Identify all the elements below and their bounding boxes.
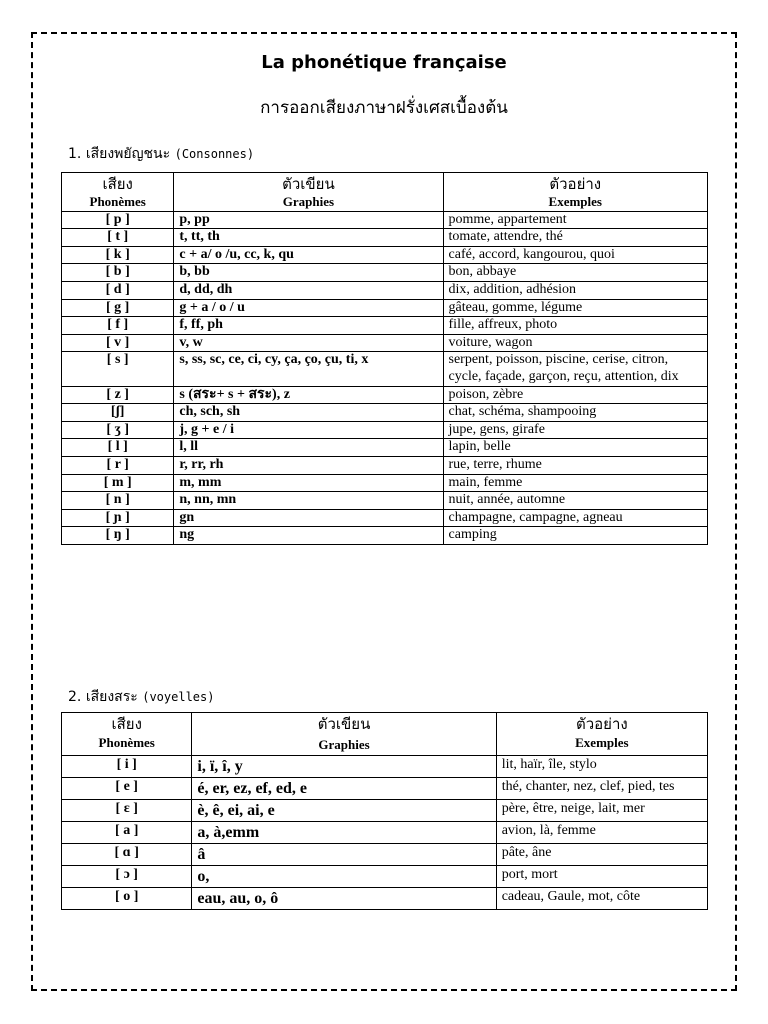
examples-cell: chat, schéma, shampooing bbox=[443, 404, 707, 422]
examples-cell: pâte, âne bbox=[496, 844, 707, 866]
table-row bbox=[62, 404, 708, 422]
phoneme-cell: [ b ] bbox=[62, 264, 174, 282]
phoneme-cell: [ʃ] bbox=[62, 404, 174, 422]
examples-cell: père, être, neige, lait, mer bbox=[496, 800, 707, 822]
table-row bbox=[62, 492, 708, 510]
examples-cell: tomate, attendre, thé bbox=[443, 229, 707, 247]
graphies-cell: eau, au, o, ô bbox=[192, 888, 496, 910]
table-header-row bbox=[62, 173, 708, 212]
header-fr: Graphies bbox=[318, 737, 370, 752]
phoneme-cell: [ s ] bbox=[62, 352, 174, 386]
examples-cell: dix, addition, adhésion bbox=[443, 281, 707, 299]
examples-cell: avion, là, femme bbox=[496, 822, 707, 844]
header-phonemes bbox=[62, 173, 174, 212]
graphies-cell: n, nn, mn bbox=[174, 492, 443, 510]
graphies-cell: v, w bbox=[174, 334, 443, 352]
graphies-cell: b, bb bbox=[174, 264, 443, 282]
examples-cell: fille, affreux, photo bbox=[443, 317, 707, 335]
table-row bbox=[62, 334, 708, 352]
graphies-cell: ch, sch, sh bbox=[174, 404, 443, 422]
consonants-table bbox=[61, 172, 708, 545]
graphies-cell: è, ê, ei, ai, e bbox=[192, 800, 496, 822]
examples-cell: voiture, wagon bbox=[443, 334, 707, 352]
examples-cell: thé, chanter, nez, clef, pied, tes bbox=[496, 778, 707, 800]
examples-cell: cadeau, Gaule, mot, côte bbox=[496, 888, 707, 910]
phoneme-cell: [ g ] bbox=[62, 299, 174, 317]
examples-cell: port, mort bbox=[496, 866, 707, 888]
phoneme-cell: [ v ] bbox=[62, 334, 174, 352]
section-vowels-heading bbox=[68, 686, 214, 708]
examples-cell: bon, abbaye bbox=[443, 264, 707, 282]
graphies-cell: p, pp bbox=[174, 211, 443, 229]
table-row bbox=[62, 352, 708, 386]
header-th: เสียง bbox=[111, 715, 142, 733]
header-exemples bbox=[443, 173, 707, 212]
examples-cell: camping bbox=[443, 527, 707, 545]
phoneme-cell: [ ŋ ] bbox=[62, 527, 174, 545]
graphies-cell: d, dd, dh bbox=[174, 281, 443, 299]
phoneme-cell: [ ɲ ] bbox=[62, 509, 174, 527]
header-th: ตัวเขียน bbox=[317, 715, 371, 733]
phoneme-cell: [ n ] bbox=[62, 492, 174, 510]
table-row bbox=[62, 474, 708, 492]
vowels-table bbox=[61, 712, 708, 910]
phoneme-cell: [ d ] bbox=[62, 281, 174, 299]
phoneme-cell: [ k ] bbox=[62, 246, 174, 264]
header-th: เสียง bbox=[102, 175, 133, 193]
header-fr: Exemples bbox=[575, 735, 629, 750]
examples-cell: lapin, belle bbox=[443, 439, 707, 457]
table-row bbox=[62, 456, 708, 474]
phoneme-cell: [ a ] bbox=[62, 822, 192, 844]
graphies-cell: r, rr, rh bbox=[174, 456, 443, 474]
graphies-cell: ng bbox=[174, 527, 443, 545]
table-row bbox=[62, 866, 708, 888]
header-fr: Graphies bbox=[282, 194, 335, 209]
examples-cell: pomme, appartement bbox=[443, 211, 707, 229]
phoneme-cell: [ r ] bbox=[62, 456, 174, 474]
examples-cell: lit, haïr, île, stylo bbox=[496, 756, 707, 778]
table-row bbox=[62, 317, 708, 335]
graphies-cell: i, ï, î, y bbox=[192, 756, 496, 778]
examples-cell: champagne, campagne, agneau bbox=[443, 509, 707, 527]
graphies-cell: s (สระ+ s + สระ), z bbox=[174, 386, 443, 404]
phoneme-cell: [ e ] bbox=[62, 778, 192, 800]
header-phonemes bbox=[62, 713, 192, 756]
header-th: ตัวอย่าง bbox=[575, 715, 628, 733]
phoneme-cell: [ i ] bbox=[62, 756, 192, 778]
header-th: ตัวเขียน bbox=[282, 175, 335, 193]
phoneme-cell: [ t ] bbox=[62, 229, 174, 247]
phoneme-cell: [ m ] bbox=[62, 474, 174, 492]
examples-cell: rue, terre, rhume bbox=[443, 456, 707, 474]
graphies-cell: g + a / o / u bbox=[174, 299, 443, 317]
graphies-cell: l, ll bbox=[174, 439, 443, 457]
header-graphies bbox=[192, 713, 496, 756]
phoneme-cell: [ f ] bbox=[62, 317, 174, 335]
section-paren: (Consonnes) bbox=[174, 147, 255, 161]
table-row bbox=[62, 439, 708, 457]
graphies-cell: a, à,emm bbox=[192, 822, 496, 844]
table-row bbox=[62, 421, 708, 439]
examples-cell: poison, zèbre bbox=[443, 386, 707, 404]
examples-cell: main, femme bbox=[443, 474, 707, 492]
section-number: 1. bbox=[68, 146, 82, 162]
section-label: เสียงพยัญชนะ bbox=[85, 146, 171, 162]
header-graphies bbox=[174, 173, 443, 212]
header-fr: Phonèmes bbox=[98, 735, 155, 750]
page-subtitle: การออกเสียงภาษาฝรั่งเศสเบื้องต้น bbox=[260, 98, 508, 118]
table-row bbox=[62, 778, 708, 800]
table-row bbox=[62, 264, 708, 282]
graphies-cell: f, ff, ph bbox=[174, 317, 443, 335]
table-row bbox=[62, 386, 708, 404]
graphies-cell: j, g + e / i bbox=[174, 421, 443, 439]
phoneme-cell: [ l ] bbox=[62, 439, 174, 457]
graphies-cell: m, mm bbox=[174, 474, 443, 492]
page-title: La phonétique française bbox=[261, 52, 507, 73]
phoneme-cell: [ z ] bbox=[62, 386, 174, 404]
table-row bbox=[62, 281, 708, 299]
table-header-row bbox=[62, 713, 708, 756]
table-row bbox=[62, 527, 708, 545]
phoneme-cell: [ p ] bbox=[62, 211, 174, 229]
header-fr: Exemples bbox=[548, 194, 602, 209]
section-number: 2. bbox=[68, 689, 82, 705]
graphies-cell: gn bbox=[174, 509, 443, 527]
graphies-cell: é, er, ez, ef, ed, e bbox=[192, 778, 496, 800]
examples-cell: serpent, poisson, piscine, cerise, citron, cycle, façade, garçon, reçu, attention, dix bbox=[443, 352, 707, 386]
phoneme-cell: [ ʒ ] bbox=[62, 421, 174, 439]
table-row bbox=[62, 888, 708, 910]
table-row bbox=[62, 246, 708, 264]
phoneme-cell: [ ɔ ] bbox=[62, 866, 192, 888]
header-th: ตัวอย่าง bbox=[549, 175, 602, 193]
examples-cell: nuit, année, automne bbox=[443, 492, 707, 510]
phoneme-cell: [ ɛ ] bbox=[62, 800, 192, 822]
examples-cell: gâteau, gomme, légume bbox=[443, 299, 707, 317]
table-row bbox=[62, 211, 708, 229]
table-row bbox=[62, 299, 708, 317]
graphies-cell: o, bbox=[192, 866, 496, 888]
table-row bbox=[62, 756, 708, 778]
section-label: เสียงสระ bbox=[85, 689, 138, 705]
table-row bbox=[62, 800, 708, 822]
table-row bbox=[62, 509, 708, 527]
phoneme-cell: [ o ] bbox=[62, 888, 192, 910]
section-paren: (voyelles) bbox=[142, 690, 215, 704]
graphies-cell: t, tt, th bbox=[174, 229, 443, 247]
graphies-cell: s, ss, sc, ce, ci, cy, ça, ço, çu, ti, x bbox=[174, 352, 443, 386]
graphies-cell: â bbox=[192, 844, 496, 866]
section-consonants-heading bbox=[68, 143, 254, 165]
table-row bbox=[62, 822, 708, 844]
header-exemples bbox=[496, 713, 707, 756]
graphies-cell: c + a/ o /u, cc, k, qu bbox=[174, 246, 443, 264]
examples-cell: jupe, gens, girafe bbox=[443, 421, 707, 439]
header-fr: Phonèmes bbox=[89, 194, 146, 209]
examples-cell: café, accord, kangourou, quoi bbox=[443, 246, 707, 264]
table-row bbox=[62, 844, 708, 866]
phoneme-cell: [ ɑ ] bbox=[62, 844, 192, 866]
table-row bbox=[62, 229, 708, 247]
